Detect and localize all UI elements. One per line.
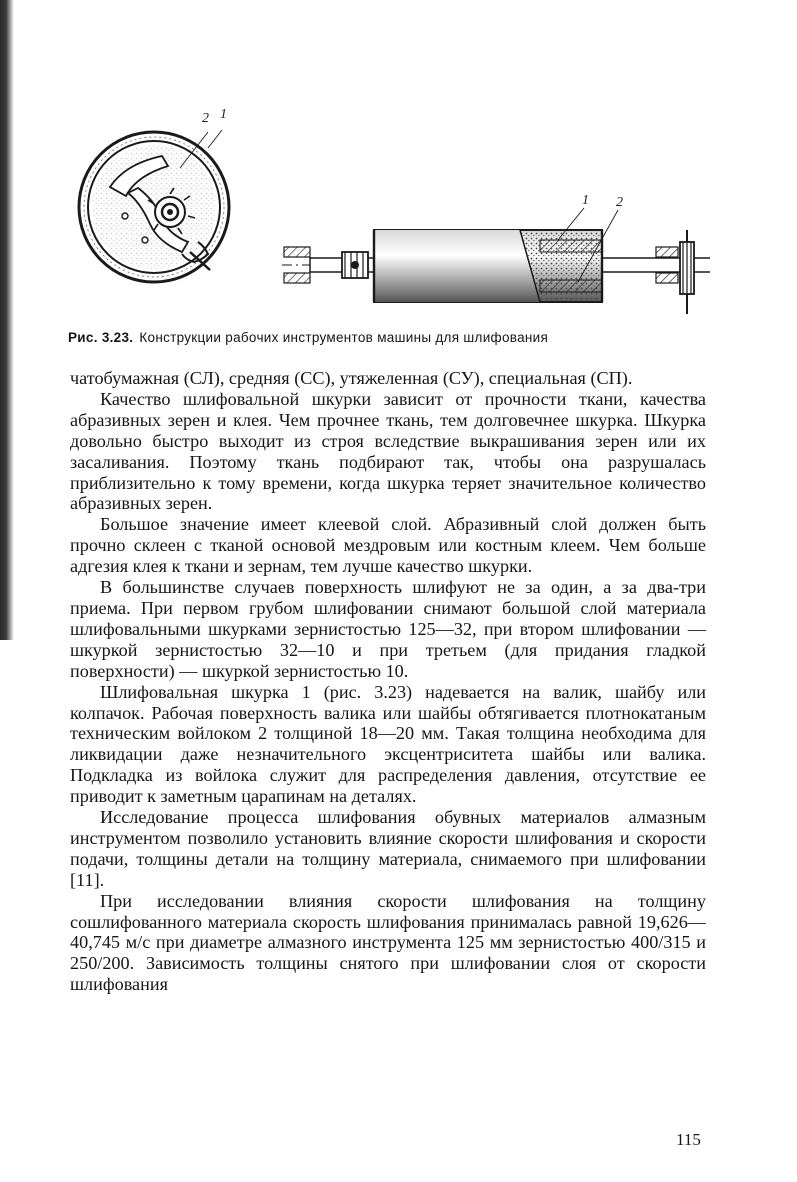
paragraph-abrasive-quality: Качество шлифовальной шкурки зависит от прочности ткани, качества абразивных зерен и клея. Чем прочнее ткань, тем долговечнее шкурка. Шкурка довольно быстро выходит из строя вследствие выкрашивания зерен или их засаливания. Поэтому ткань подбирают так, чтобы она разрушалась приблизительно к тому времени, когда шкурка теряет значительное количество абразивных зерен. xyxy=(70,388,706,514)
paragraph-roller-mounting: Шлифовальная шкурка 1 (рис. 3.23) надевается на валик, шайбу или колпачок. Рабочая поверхность валика или шайбы обтягивается плотнокатаным техническим войлоком 2 толщиной 18—20 мм. Такая толщина необходима для ликвидации даже незначительного эксцентриситета шайбы или валика. Подкладка из войлока служит для распределения давления, отсутствие ее приводит к заметным царапинам на деталях. xyxy=(70,681,706,807)
roller-label-2: 2 xyxy=(616,195,623,210)
paragraph-glue-layer: Большое значение имеет клеевой слой. Абразивный слой должен быть прочно склеен с тканой основой мездровым или костным клеем. Чем больше адгезия клея к ткани и зернам, тем лучше качество шкурки. xyxy=(70,514,706,577)
body-text xyxy=(70,368,706,995)
disc-tool xyxy=(79,107,229,282)
scan-edge xyxy=(0,0,14,640)
paragraph-continued: чатобумажная (СЛ), средняя (СС), утяжеленная (СУ), специальная (СП). xyxy=(70,368,633,388)
paragraph-grinding-stages: В большинстве случаев поверхность шлифуют не за один, а за два-три приема. При первом грубом шлифовании снимают большой слой материала шлифовальными шкурками зернистостью 125—32, при втором шлифовании — шкуркой зернистостью 32—10 и при третьем (для придания гладкой поверхности) — шкуркой зернистостью 10. xyxy=(70,577,706,681)
figure-caption xyxy=(68,330,708,345)
paragraph-speed-study: При исследовании влияния скорости шлифования на толщину сошлифованного материала скорость шлифования принималась равной 19,626—40,745 м/с при диаметре алмазного инструмента 125 мм зернистостью 400/315 и 250/200. Зависимость толщины снятого при шлифовании слоя от скорости шлифования xyxy=(70,890,706,995)
page-number: 115 xyxy=(676,1130,701,1149)
roller-label-1: 1 xyxy=(582,193,589,208)
caption-number: Рис. 3.23. xyxy=(68,330,134,345)
caption-text: Конструкции рабочих инструментов машины для шлифования xyxy=(139,330,549,345)
disc-label-2: 2 xyxy=(202,111,209,126)
figure-3-23 xyxy=(70,92,710,332)
paragraph-diamond-research: Исследование процесса шлифования обувных материалов алмазным инструментом позволило установить влияние скорости шлифования и скорости подачи, толщины детали на толщину материала, снимаемого при шлифовании [11]. xyxy=(70,807,706,890)
tool-drawing xyxy=(70,92,710,332)
disc-label-1: 1 xyxy=(220,107,227,122)
roller-tool xyxy=(282,193,710,314)
